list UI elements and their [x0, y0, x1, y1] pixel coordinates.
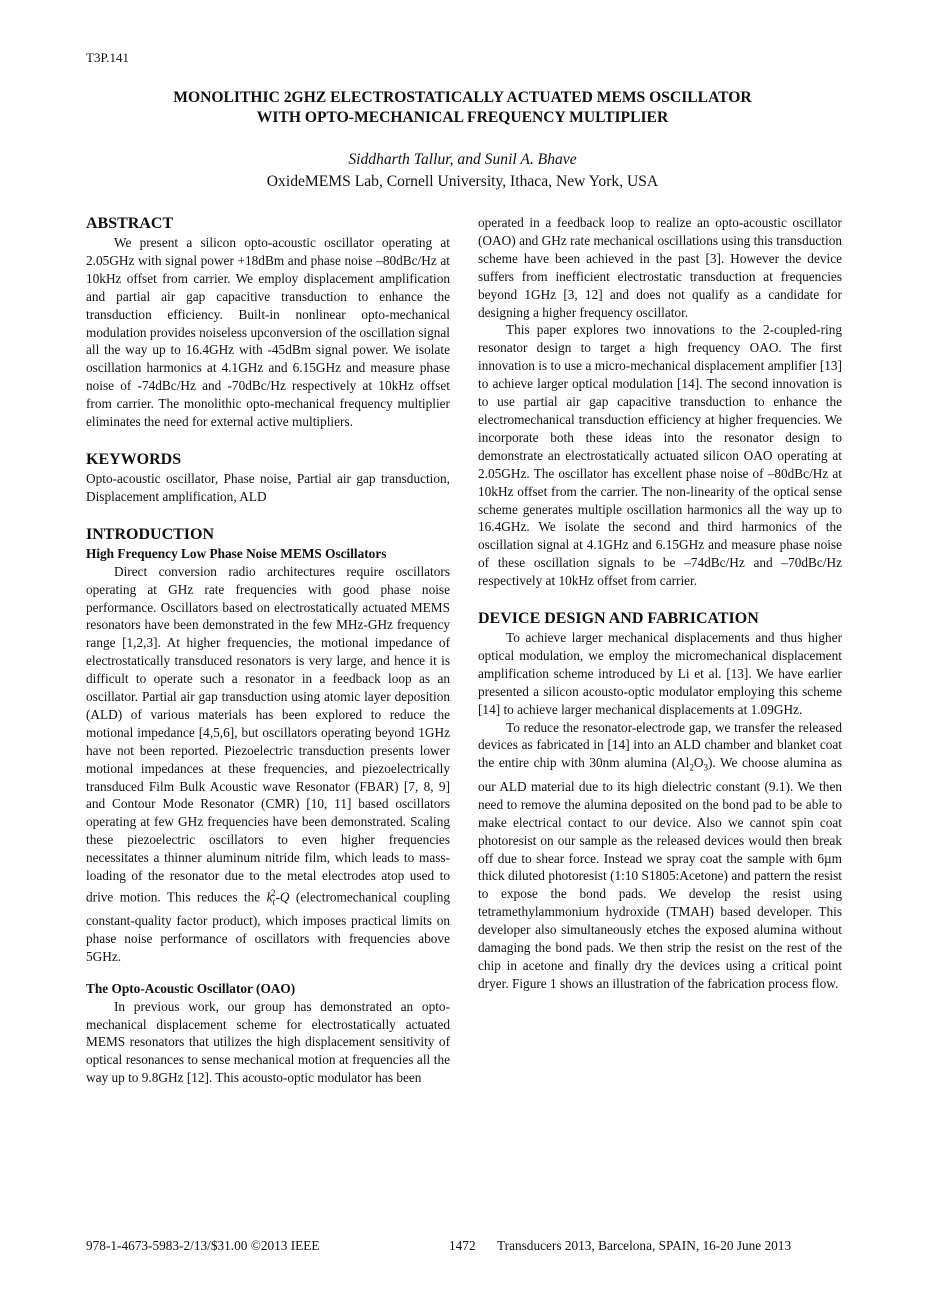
intro-paragraph-2-continued: operated in a feedback loop to realize an opto-acoustic oscillator (OAO) and GHz rate mechanical oscillations using this transduction scheme have been achieved in the past [3]. However the device suffers from inefficient electrostatic transduction at frequencies beyond 1GHz [3, 12] and does not qualify as a candidate for designing a higher frequency oscillator. — [478, 215, 842, 320]
footer-page-number: 1472 — [449, 1238, 476, 1253]
footer-isbn: 978-1-4673-5983-2/13/$31.00 ©2013 IEEE — [86, 1238, 320, 1253]
keywords-text: Opto-acoustic oscillator, Phase noise, Partial air gap transduction, Displacement amplification, ALD — [86, 470, 450, 504]
authors: Siddharth Tallur, and Sunil A. Bhave — [348, 151, 577, 168]
paper-title — [60, 88, 865, 128]
affiliation: OxideMEMS Lab, Cornell University, Ithaca, New York, USA — [266, 173, 659, 190]
left-column — [86, 214, 450, 1087]
intro-paragraph-2: In previous work, our group has demonstrated an opto-mechanical displacement scheme for electrostatically actuated MEMS resonators that utilizes the high displacement sensitivity of optical resonances to sense mechanical motion at frequencies all the way up to 9.8GHz [12]. This acousto-optic modulator has been — [86, 998, 450, 1086]
right-column — [478, 214, 842, 993]
keywords-heading: KEYWORDS — [86, 450, 182, 468]
design-paragraph-2: To reduce the resonator-electrode gap, we transfer the released devices as fabricated in [14] into an ALD chamber and blanket coat the entire chip with 30nm alumina $(Al_2O_3)$. We choose alumina as our ALD material due to its high dielectric constant (9.1). We then need to remove the alumina deposited on the bond pad to be able to make electrical contact to our device. Also we cannot spin coat photoresist on our sample as the released devices would then break off due to shear force. Instead we spray coat the sample with 6µm thick diluted photoresist (1:10 S1805:Acetone) and pattern the resist to expose the bond pads. We develop the resist using tetramethylammonium hydroxide (TMAH) based developer. This developer also simultaneously etches the exposed alumina without damaging the bond pads. We then strip the resist on the rest of the chip in acetone and finally dry the devices using a critical point dryer. Figure 1 shows an illustration of the fabrication process flow. — [478, 719, 843, 991]
design-paragraph-1: To achieve larger mechanical displacements and thus higher optical modulation, we employ the micromechanical displacement amplification scheme introduced by Li et al. [13]. We have earlier presented a silicon acousto-optic modulator employing this scheme [14] to achieve larger mechanical displacements at 1.09GHz. — [478, 630, 842, 717]
intro-paragraph-3: This paper explores two innovations to the 2-coupled-ring resonator design to target a high frequency OAO. The first innovation is to use a micro-mechanical displacement amplifier [13] to achieve larger optical modulation [14]. The second innovation is to use partial air gap capacitive transduction to enhance the electromechanical transduction efficiency at higher frequencies. We incorporate both these ideas into the resonator design to demonstrate an electrostatically actuated silicon OAO operating at 2.05GHz. The oscillator has excellent phase noise of –80dBc/Hz at 10kHz offset from the carrier. The non-linearity of the optical sense scheme generates multiple oscillation harmonics all the way up to 16.4GHz. We isolate the second and third harmonics of the oscillation signal at 4.1GHz and 6.15GHz and measure phase noise of these oscillation signals to be –74dBc/Hz and –70dBc/Hz respectively at 10kHz offset from carrier. — [478, 322, 842, 589]
title-line-2: WITH OPTO-MECHANICAL FREQUENCY MULTIPLIER — [256, 109, 669, 126]
intro-paragraph-1: Direct conversion radio architectures require oscillators operating at GHz rate frequencies with good phase noise performance. Oscillators based on electrostatically actuated MEMS resonators have been demonstrated in the few MHz-GHz frequency range [1,2,3]. At higher frequencies, the motional impedance of electrostatically transduced resonators is very large, and hence it is difficult to operate such a resonator in a feedback loop as an oscillator. Partial air gap transduction using atomic layer deposition (ALD) of various materials has been explored to reduce the motional impedance [4,5,6], but oscillators operating beyond 1GHz have not been reported. Piezoelectric transduction presents lower motional impedances at these frequencies, and piezoelectrically transduced Film Bulk Acoustic wave Resonator (FBAR) [7, 8, 9] and Contour Mode Resonator (CMR) [10, 11] based oscillators operating at few GHz frequencies have been demonstrated. Scaling these piezoelectric oscillators to even higher frequencies necessitates a thinner aluminum nitride film, which leads to mass-loading of the resonator due to the metal electrodes atop used to drive motion. This reduces the $k_t^2-Q$ (electromechanical coupling constant-quality factor product), which imposes practical limits on phase noise performance of oscillators with frequencies above 5GHz. — [86, 563, 450, 964]
subsection-heading-mems-oscillators: High Frequency Low Phase Noise MEMS Oscillators — [86, 545, 387, 561]
introduction-heading: INTRODUCTION — [86, 525, 215, 543]
paper-code: T3P.141 — [86, 50, 129, 65]
subsection-heading-oao: The Opto-Acoustic Oscillator (OAO) — [86, 980, 296, 996]
title-line-1: MONOLITHIC 2GHZ ELECTROSTATICALLY ACTUATED MEMS OSCILLATOR — [173, 89, 752, 106]
abstract-text: We present a silicon opto-acoustic oscillator operating at 2.05GHz with signal power +18dBm and phase noise –80dBc/Hz at 10kHz offset from carrier. We employ displacement amplification and partial air gap capacitive transduction to enhance the transduction efficiency. Built-in nonlinear opto-mechanical modulation provides noiseless upconversion of the oscillation signal all the way up to 16.4GHz with -45dBm signal power. We isolate oscillation harmonics at 4.1GHz and 6.15GHz and measure phase noise of -74dBc/Hz and -70dBc/Hz respectively at 10kHz offset from carrier. The monolithic opto-mechanical frequency multiplier eliminates the need for external active multipliers. — [86, 235, 450, 430]
design-heading: DEVICE DESIGN AND FABRICATION — [478, 610, 759, 628]
footer-conference: Transducers 2013, Barcelona, SPAIN, 16-20 June 2013 — [497, 1238, 792, 1253]
abstract-heading: ABSTRACT — [86, 215, 174, 232]
